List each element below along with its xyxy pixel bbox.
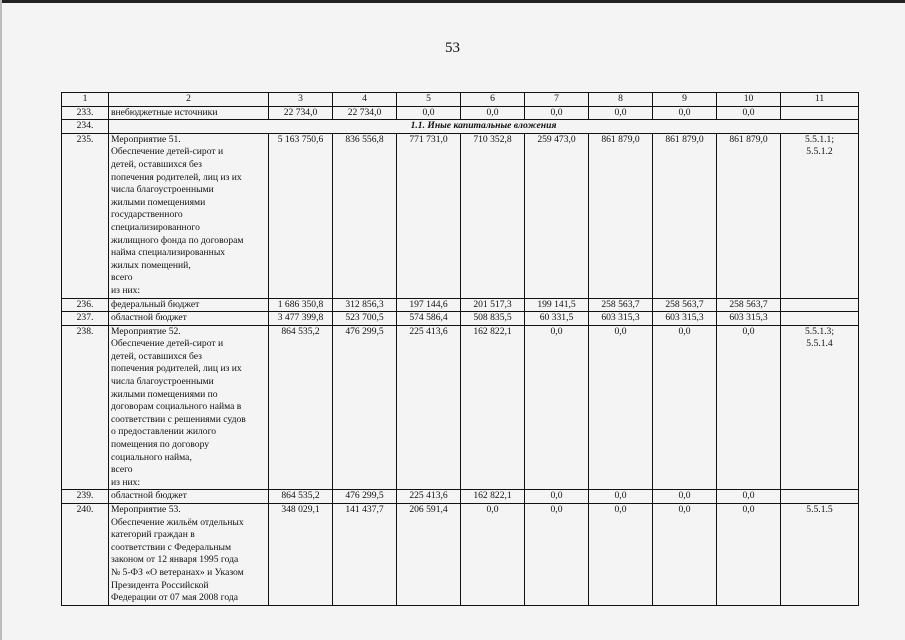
page-left-edge	[0, 0, 2, 640]
code-cell	[781, 106, 859, 120]
row-number: 233.	[62, 106, 109, 120]
value-cell: 0,0	[589, 325, 653, 490]
value-cell: 836 556,8	[333, 133, 397, 298]
header-cell: 10	[717, 93, 781, 107]
value-cell: 199 141,5	[525, 298, 589, 312]
value-cell: 476 299,5	[333, 325, 397, 490]
value-cell: 603 315,3	[653, 312, 717, 326]
section-heading: 1.1. Иные капитальные вложения	[109, 120, 859, 134]
value-cell: 864 535,2	[269, 490, 333, 504]
column-number-row	[62, 93, 859, 107]
table-row	[62, 325, 859, 490]
page-top-edge	[0, 0, 905, 3]
header-cell: 7	[525, 93, 589, 107]
value-cell: 861 879,0	[589, 133, 653, 298]
table-row	[62, 298, 859, 312]
value-cell: 5 163 750,6	[269, 133, 333, 298]
value-cell: 603 315,3	[717, 312, 781, 326]
row-label: внебюджетные источники	[109, 106, 269, 120]
row-label: областной бюджет	[109, 490, 269, 504]
value-cell: 0,0	[653, 325, 717, 490]
header-cell: 6	[461, 93, 525, 107]
value-cell: 0,0	[653, 106, 717, 120]
code-cell: 5.5.1.1; 5.5.1.2	[781, 133, 859, 298]
value-cell: 0,0	[717, 325, 781, 490]
value-cell: 574 586,4	[397, 312, 461, 326]
header-cell: 9	[653, 93, 717, 107]
header-cell: 11	[781, 93, 859, 107]
value-cell: 258 563,7	[653, 298, 717, 312]
value-cell: 258 563,7	[589, 298, 653, 312]
page-number: 53	[445, 40, 460, 56]
row-number: 235.	[62, 133, 109, 298]
row-label: областной бюджет	[109, 312, 269, 326]
value-cell: 162 822,1	[461, 325, 525, 490]
value-cell: 0,0	[653, 490, 717, 504]
value-cell: 0,0	[525, 490, 589, 504]
value-cell: 258 563,7	[717, 298, 781, 312]
header-cell: 5	[397, 93, 461, 107]
measure-description: Мероприятие 53. Обеспечение жильём отдельных категорий граждан в соответствии с Федеральным законом от 12 января 1995 года № 5-ФЗ «О ветеранах» и Указом Президента Российской Федерации от 07 мая 2008 года	[109, 504, 269, 606]
value-cell: 1 686 350,8	[269, 298, 333, 312]
value-cell: 141 437,7	[333, 504, 397, 606]
section-row	[62, 120, 859, 134]
value-cell: 861 879,0	[653, 133, 717, 298]
value-cell: 0,0	[397, 106, 461, 120]
row-number: 239.	[62, 490, 109, 504]
row-number: 237.	[62, 312, 109, 326]
value-cell: 861 879,0	[717, 133, 781, 298]
value-cell: 523 700,5	[333, 312, 397, 326]
header-cell: 2	[109, 93, 269, 107]
value-cell: 225 413,6	[397, 490, 461, 504]
value-cell: 0,0	[461, 504, 525, 606]
table-row	[62, 133, 859, 298]
header-cell: 8	[589, 93, 653, 107]
value-cell: 225 413,6	[397, 325, 461, 490]
value-cell: 0,0	[589, 504, 653, 606]
measure-description: Мероприятие 51. Обеспечение детей-сирот и детей, оставшихся без попечения родителей, лиц из их числа благоустроенными жилыми помещениями государственного специализированного жилищного фонда по договорам найма специализированных жилых помещений, всего из них:	[109, 133, 269, 298]
value-cell: 0,0	[717, 504, 781, 606]
value-cell: 22 734,0	[269, 106, 333, 120]
value-cell: 0,0	[461, 106, 525, 120]
table-row	[62, 504, 859, 606]
code-cell	[781, 490, 859, 504]
value-cell: 259 473,0	[525, 133, 589, 298]
code-cell	[781, 298, 859, 312]
value-cell: 0,0	[525, 504, 589, 606]
code-cell: 5.5.1.5	[781, 504, 859, 606]
budget-table	[61, 92, 859, 606]
value-cell: 0,0	[653, 504, 717, 606]
value-cell: 603 315,3	[589, 312, 653, 326]
row-number: 236.	[62, 298, 109, 312]
value-cell: 0,0	[525, 325, 589, 490]
value-cell: 201 517,3	[461, 298, 525, 312]
value-cell: 3 477 399,8	[269, 312, 333, 326]
value-cell: 197 144,6	[397, 298, 461, 312]
row-number: 240.	[62, 504, 109, 606]
value-cell: 312 856,3	[333, 298, 397, 312]
header-cell: 3	[269, 93, 333, 107]
table-row	[62, 490, 859, 504]
value-cell: 0,0	[717, 490, 781, 504]
value-cell: 22 734,0	[333, 106, 397, 120]
value-cell: 0,0	[525, 106, 589, 120]
value-cell: 864 535,2	[269, 325, 333, 490]
value-cell: 0,0	[589, 106, 653, 120]
header-cell: 4	[333, 93, 397, 107]
row-number: 238.	[62, 325, 109, 490]
code-cell: 5.5.1.3; 5.5.1.4	[781, 325, 859, 490]
value-cell: 771 731,0	[397, 133, 461, 298]
table-row	[62, 312, 859, 326]
value-cell: 60 331,5	[525, 312, 589, 326]
value-cell: 206 591,4	[397, 504, 461, 606]
code-cell	[781, 312, 859, 326]
value-cell: 348 029,1	[269, 504, 333, 606]
value-cell: 710 352,8	[461, 133, 525, 298]
value-cell: 0,0	[717, 106, 781, 120]
row-number: 234.	[62, 120, 109, 134]
value-cell: 0,0	[589, 490, 653, 504]
value-cell: 162 822,1	[461, 490, 525, 504]
value-cell: 476 299,5	[333, 490, 397, 504]
measure-description: Мероприятие 52. Обеспечение детей-сирот и детей, оставшихся без попечения родителей, лиц из их числа благоустроенными жилыми помещениями по договорам социального найма в соответствии с решениями судов о предоставлении жилого помещения по договору социального найма, всего из них:	[109, 325, 269, 490]
value-cell: 508 835,5	[461, 312, 525, 326]
table-row	[62, 106, 859, 120]
row-label: федеральный бюджет	[109, 298, 269, 312]
header-cell: 1	[62, 93, 109, 107]
